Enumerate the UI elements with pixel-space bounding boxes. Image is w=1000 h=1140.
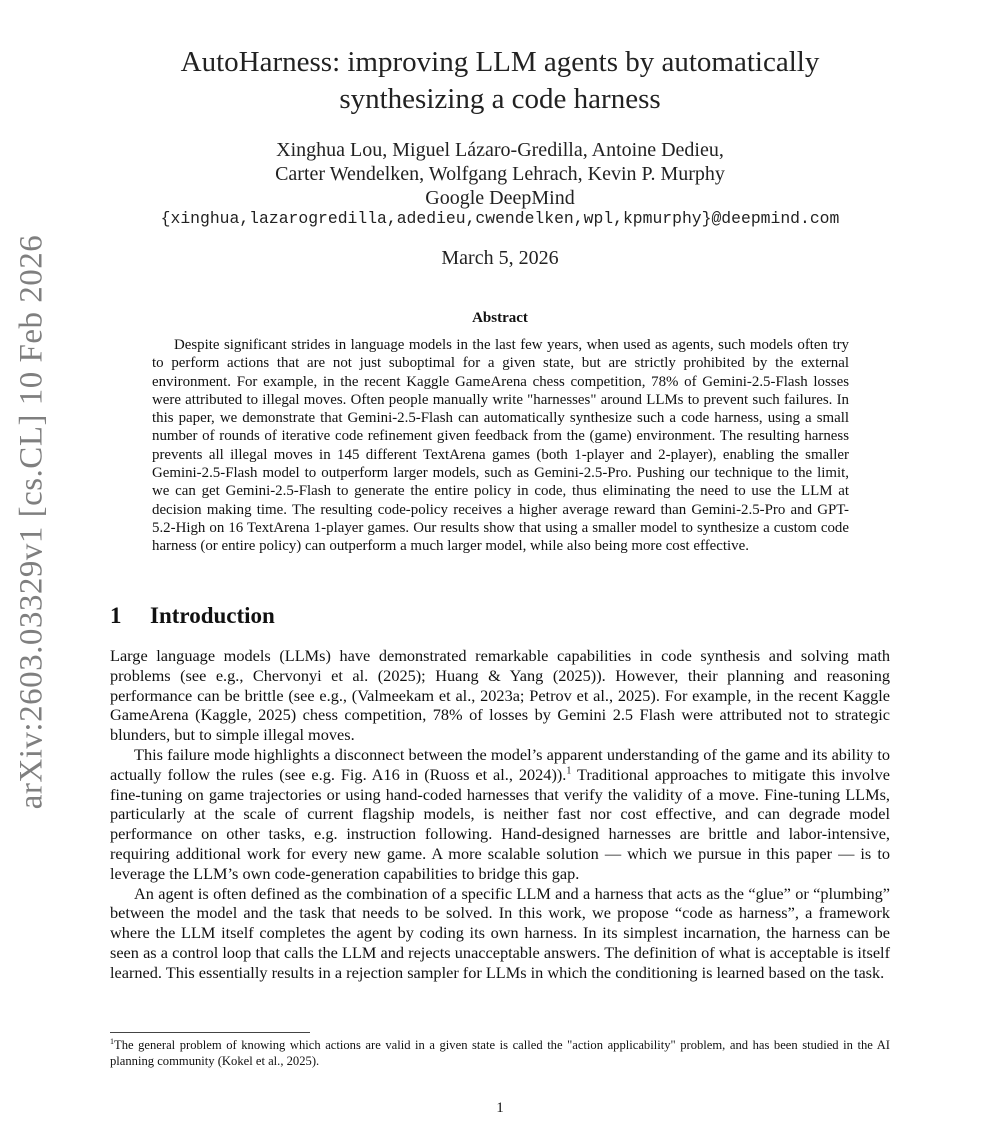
authors-line-1: Xinghua Lou, Miguel Lázaro-Gredilla, Antoine Dedieu, — [276, 139, 724, 161]
authors-line-2: Carter Wendelken, Wolfgang Lehrach, Kevin P. Murphy — [275, 163, 725, 185]
section-heading — [110, 603, 275, 629]
intro-p2-text-a: This failure mode highlights a disconnect between the model’s apparent understanding of the game and its ability to actually follow the rules (see e.g. Fig. A16 in (Ruoss et al., 2024)). — [110, 744, 890, 784]
paper-title — [110, 44, 890, 118]
arxiv-side-stamp — [8, 232, 56, 812]
author-block — [110, 138, 890, 210]
arxiv-id-text: arXiv:2603.03329v1 [cs.CL] 10 Feb 2026 — [13, 234, 50, 810]
footnote-text: The general problem of knowing which actions are valid in a given state is called the "action applicability" problem, and has been studied in the AI planning community (Kokel et al., 2025). — [110, 1038, 890, 1068]
footnote-mark: 1 — [110, 1036, 114, 1046]
abstract-text: Despite significant strides in language models in the last few years, when used as agents, such models often try to perform actions that are not just suboptimal for a given state, but are strictly prohibited by the external environment. For example, in the recent Kaggle GameArena chess competition, 78% of Gemini-2.5-Flash losses were attributed to illegal moves. Often people manually write "harnesses" around LLMs to prevent such failures. In this paper, we demonstrate that Gemini-2.5-Flash can automatically synthesize such a code harness, using a small number of rounds of iterative code refinement given feedback from the (game) environment. The resulting harness prevents all illegal moves in 145 different TextArena games (both 1-player and 2-player), enabling the smaller Gemini-2.5-Flash model to outperform larger models, such as Gemini-2.5-Pro. Pushing our technique to the limit, we can get Gemini-2.5-Flash to generate the entire policy in code, thus eliminating the need to use the LLM at decision making time. The resulting code-policy receives a higher average reward than Gemini-2.5-Pro and GPT-5.2-High on 16 TextArena 1-player games. Our results show that using a smaller model to synthesize a custom code harness (or entire policy) can outperform a much larger model, while also being more cost effective. — [152, 337, 849, 555]
intro-paragraph-1: Large language models (LLMs) have demonstrated remarkable capabilities in code synthesis and solving math problems (see e.g., Chervonyi et al. (2025); Huang & Yang (2025)). However, their planning and reasoning performance can be brittle (see e.g., (Valmeekam et al., 2023a; Petrov et al., 2025). For example, in the recent Kaggle GameArena (Kaggle, 2025) chess competition, 78% of losses by Gemini 2.5 Flash were attributed not to strategic blunders, but to simple illegal moves. — [110, 646, 890, 745]
intro-paragraph-3: An agent is often defined as the combination of a specific LLM and a harness that acts as the “glue” or “plumbing” between the model and the task that needs to be solved. In this work, we propose “code as harness”, a framework where the LLM itself completes the agent by coding its own harness. In its simplest incarnation, the harness can be seen as a control loop that calls the LLM and rejects unacceptable answers. The definition of what is acceptable is itself learned. This essentially results in a rejection sampler for LLMs in which the conditioning is learned based on the task. — [110, 883, 890, 982]
affiliation: Google DeepMind — [425, 187, 575, 209]
author-emails: {xinghua,lazarogredilla,adedieu,cwendelken,wpl,kpmurphy}@deepmind.com — [160, 209, 840, 228]
footnote-marker: 1 — [566, 765, 572, 777]
title-line-1: AutoHarness: improving LLM agents by automatically — [180, 46, 820, 78]
intro-paragraph-2 — [110, 745, 890, 884]
intro-p2-text-b: Traditional approaches to mitigate this involve fine-tuning on game trajectories or using hand-coded harnesses that verify the validity of a move. Fine-tuning LLMs, particularly at the scale of current flagship models, is neither fast nor cost effective, and can degrade model performance on other tasks, e.g. instruction following. Hand-designed harnesses are brittle and labor-intensive, requiring additional work for every new game. A more scalable solution — which we pursue in this paper — is to leverage the LLM’s own code-generation capabilities to bridge this gap. — [110, 764, 890, 883]
page-number: 1 — [496, 1100, 504, 1116]
footnote-rule — [110, 1032, 310, 1033]
section-number: 1 — [110, 603, 122, 628]
title-line-2: synthesizing a code harness — [339, 83, 661, 115]
introduction-body — [110, 646, 890, 983]
footnote — [110, 1037, 890, 1069]
paper-date: March 5, 2026 — [441, 247, 559, 269]
section-title: Introduction — [150, 603, 275, 628]
abstract-heading: Abstract — [472, 310, 528, 326]
